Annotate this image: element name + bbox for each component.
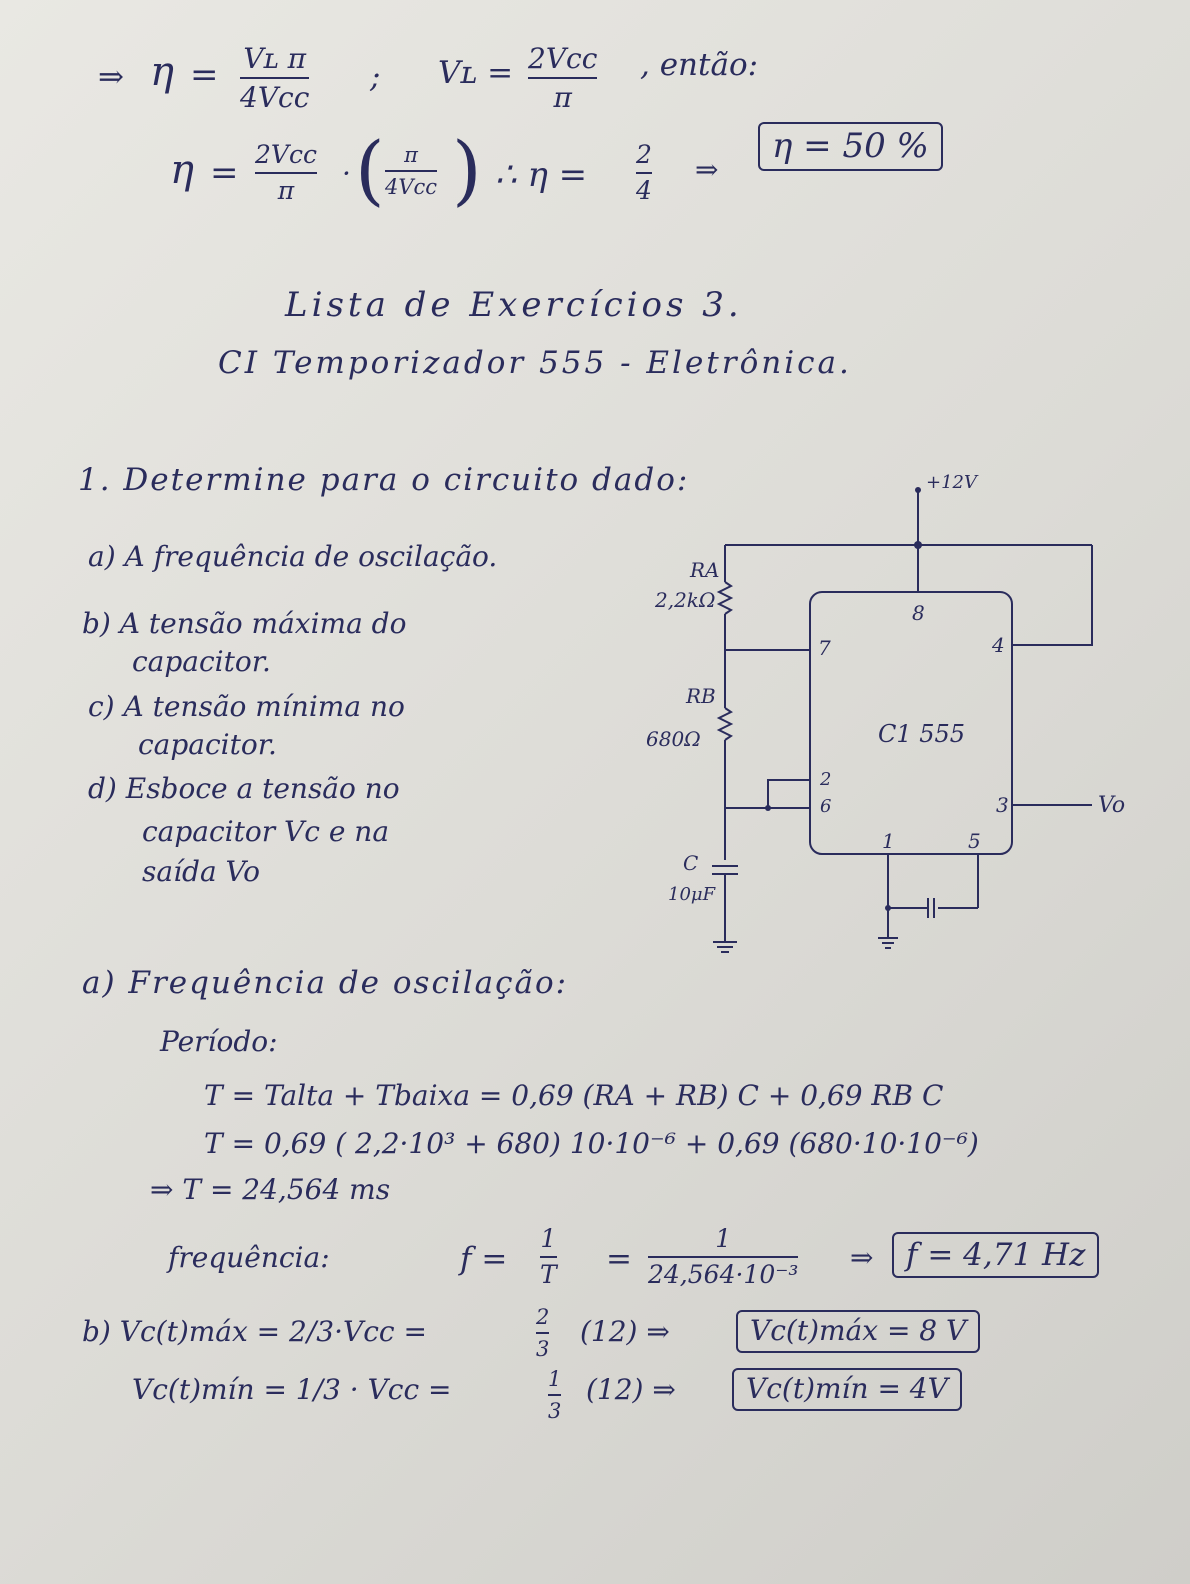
vc-max-mid: (12) ⇒ [580, 1315, 670, 1348]
frequency-result-box: f = 4,71 Hz [892, 1232, 1099, 1278]
implies-arrow: ⇒ [98, 59, 124, 95]
numerator: 2 [536, 1305, 550, 1329]
numerator: 1 [548, 1367, 562, 1391]
denominator: T [540, 1260, 557, 1290]
implies-arrow-2: ⇒ [695, 153, 719, 186]
pin-7-label: 7 [818, 636, 831, 660]
rb-label: RB [686, 684, 716, 708]
numerator: 2 [636, 140, 652, 169]
eta-symbol: η [150, 49, 174, 95]
question-item-c: c) A tensão mínima no [88, 690, 405, 723]
question-title: 1. Determine para o circuito dado: [78, 462, 690, 498]
pin-1-label: 1 [882, 829, 895, 853]
period-result: ⇒ T = 24,564 ms [150, 1173, 391, 1206]
denominator: π [553, 81, 572, 115]
solution-a-title: a) Frequência de oscilação: [82, 965, 569, 1001]
vc-min-mid: (12) ⇒ [586, 1373, 676, 1406]
c-label: C [683, 851, 699, 875]
ic-label: C1 555 [878, 720, 966, 748]
rb-resistor [719, 708, 731, 740]
denominator: 4 [636, 176, 652, 206]
denominator: 4Vcc [385, 175, 438, 200]
denominator: 24,564·10⁻³ [648, 1260, 799, 1290]
vc-min-result-box: Vc(t)mín = 4V [732, 1368, 962, 1411]
therefore-eta: ∴ η = [495, 155, 588, 195]
separator: ; [370, 59, 381, 95]
f-fraction-1 [540, 1226, 557, 1289]
numerator: 1 [715, 1224, 732, 1253]
f-lhs: f = [460, 1241, 508, 1277]
fraction-bar [548, 1394, 561, 1396]
equals-sign-2: = [210, 153, 239, 193]
pin-8-label: 8 [912, 601, 925, 625]
ra-value: 2,2kΩ [655, 588, 716, 612]
numerator: 2Vcc [255, 140, 317, 169]
question-item-b-cont: capacitor. [132, 645, 271, 678]
period-formula: T = Talta + Tbaixa = 0,69 (RA + RB) C + 0,69 RB C [204, 1079, 944, 1112]
junction-dot-3 [885, 905, 891, 911]
denominator: π [277, 176, 295, 206]
multiply-dot: · [342, 157, 351, 190]
fraction-bar [648, 1256, 798, 1258]
period-substitution: T = 0,69 ( 2,2·10³ + 680) 10·10⁻⁶ + 0,69 (680·10·10⁻⁶) [204, 1127, 979, 1160]
denominator: 4Vcc [240, 81, 310, 115]
numerator: 2Vcc [528, 42, 598, 75]
frequency-label: frequência: [168, 1241, 330, 1274]
supply-terminal [915, 487, 921, 493]
vc-max-result-box: Vc(t)máx = 8 V [736, 1310, 980, 1353]
periodo-label: Período: [160, 1025, 278, 1058]
numerator: Vʟ π [243, 42, 307, 75]
denominator: 3 [536, 1337, 550, 1362]
entao-text: , então: [640, 47, 759, 83]
vc-max-line: b) Vc(t)máx = 2/3·Vcc = [82, 1315, 427, 1348]
page-subtitle: CI Temporizador 555 - Eletrônica. [218, 345, 852, 381]
question-item-d: d) Esboce a tensão no [88, 772, 400, 805]
page-title: Lista de Exercícios 3. [285, 285, 743, 325]
right-paren: ) [452, 125, 482, 214]
pin2-wire [768, 780, 810, 808]
pin-2-label: 2 [820, 769, 832, 790]
left-paren: ( [355, 125, 385, 214]
fraction-bar [540, 1256, 557, 1258]
pin-4-label: 4 [992, 633, 1005, 657]
numerator: π [404, 143, 418, 167]
vc-min-line: Vc(t)mín = 1/3 · Vcc = [132, 1373, 452, 1406]
ra-label: RA [690, 558, 720, 582]
f-arrow: ⇒ [850, 1241, 874, 1274]
eta-result-box: η = 50 % [758, 122, 943, 171]
denominator: 3 [548, 1399, 562, 1424]
junction-dot [914, 541, 922, 549]
equals-sign: = [190, 55, 219, 95]
pin4-wire [1012, 545, 1092, 645]
supply-label: +12V [926, 472, 977, 493]
c-value: 10μF [668, 884, 716, 905]
pin-6-label: 6 [820, 796, 832, 817]
question-item-d-cont2: saída Vo [142, 855, 261, 888]
ra-resistor [719, 582, 731, 614]
vc-max-fraction [536, 1306, 549, 1360]
question-item-a: a) A frequência de oscilação. [88, 540, 498, 573]
question-item-d-cont: capacitor Vc e na [142, 815, 390, 848]
pin-3-label: 3 [996, 793, 1009, 817]
vc-min-fraction [548, 1368, 561, 1422]
eta-symbol-2: η [170, 147, 194, 193]
fraction-bar [536, 1332, 549, 1334]
rb-value: 680Ω [646, 727, 701, 751]
vl-lhs: Vʟ = [438, 55, 514, 91]
question-item-b: b) A tensão máxima do [82, 607, 407, 640]
numerator: 1 [540, 1224, 557, 1253]
output-label: Vo [1098, 793, 1126, 818]
pin-5-label: 5 [968, 829, 981, 853]
question-item-c-cont: capacitor. [138, 728, 277, 761]
f-equals: = [606, 1241, 632, 1277]
f-fraction-2 [648, 1226, 798, 1289]
junction-dot-2 [765, 805, 771, 811]
